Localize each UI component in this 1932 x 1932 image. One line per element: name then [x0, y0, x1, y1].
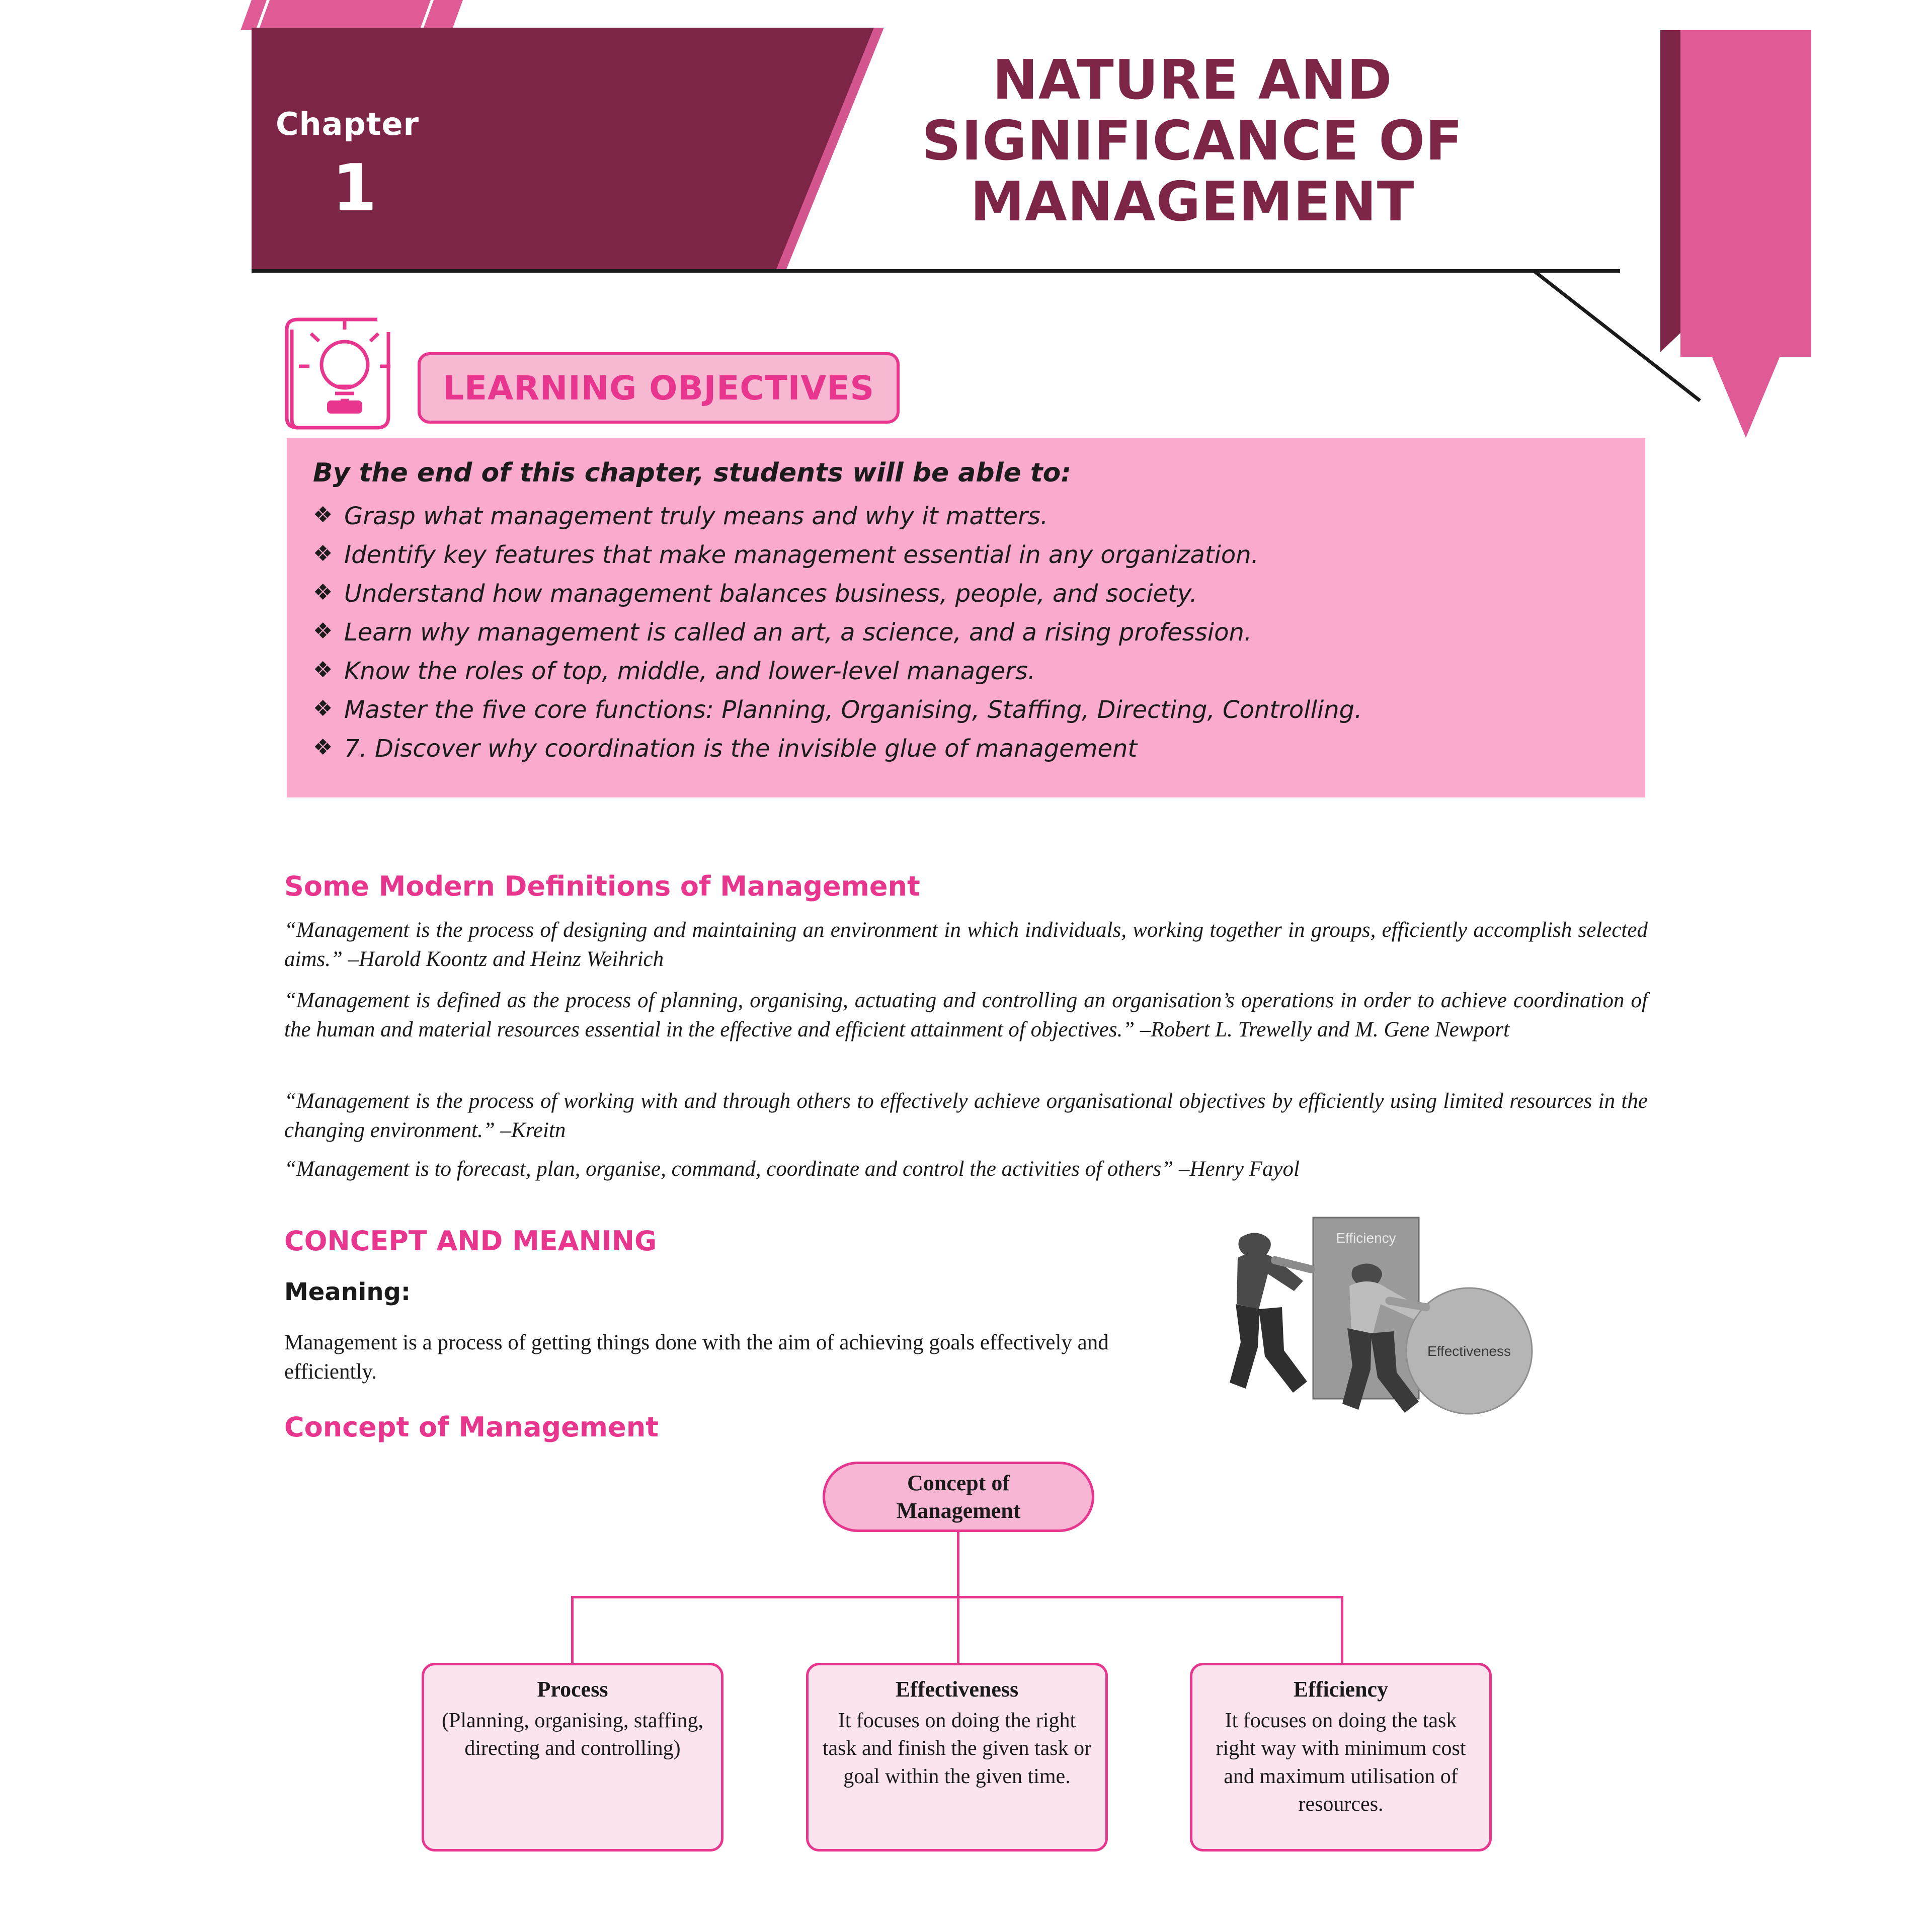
page-title: NATURE AND SIGNIFICANCE OF MANAGEMENT — [922, 49, 1463, 233]
list-item — [313, 540, 1619, 570]
flowchart-node-title: Process — [537, 1677, 608, 1702]
concept-and-meaning-heading: CONCEPT AND MEANING — [284, 1225, 657, 1257]
diamond-bullet-icon: ❖ — [313, 619, 333, 643]
chapter-label: Chapter — [276, 106, 420, 142]
header-chapter-block — [252, 28, 604, 269]
chapter-number: 1 — [332, 151, 377, 226]
chapter-header — [0, 0, 1932, 282]
flowchart-node-body: It focuses on doing the right task and finish the given task or goal within the given time. — [822, 1709, 1092, 1788]
flowchart-node-body: (Planning, organising, staffing, directing and controlling) — [442, 1709, 703, 1760]
learning-objective-text: Identify key features that make management essential in any organization. — [344, 541, 1259, 569]
flowchart-node-efficiency — [1190, 1663, 1492, 1852]
svg-text:Effectiveness: Effectiveness — [1427, 1343, 1511, 1359]
meaning-text: Management is a process of getting things done with the aim of achieving goals effectively and efficiently. — [284, 1331, 1109, 1384]
list-item — [313, 617, 1619, 648]
diamond-bullet-icon: ❖ — [313, 503, 333, 527]
learning-objectives-badge-label: LEARNING OBJECTIVES — [443, 368, 874, 408]
definition-quote-2: “Management is defined as the process of planning, organising, actuating and controlling an organisation’s operations in order to achieve coordination of the human and material resources essential in the effective and efficient attainment of objectives.” –Robert L. Trewelly and M. Gene Newport — [284, 989, 1648, 1042]
header-top-decoration-stripes — [256, 0, 445, 30]
flowchart-node-process — [422, 1663, 723, 1852]
learning-objective-text: Understand how management balances business, people, and society. — [344, 580, 1197, 608]
header-right-triangle — [1680, 282, 1811, 438]
learning-objective-text: Know the roles of top, middle, and lower-level managers. — [344, 657, 1036, 685]
concept-of-management-heading: Concept of Management — [284, 1411, 659, 1443]
flowchart-connector-branch-3 — [1341, 1596, 1343, 1664]
flowchart-connector-branch-1 — [571, 1596, 574, 1664]
list-item — [313, 656, 1619, 686]
learning-objectives-intro: By the end of this chapter, students will be able to: — [313, 458, 1072, 488]
diamond-bullet-icon: ❖ — [313, 696, 333, 721]
diamond-bullet-icon: ❖ — [313, 735, 333, 760]
flowchart-node-title: Efficiency — [1293, 1677, 1389, 1702]
learning-objective-text: 7. Discover why coordination is the invisible glue of management — [344, 735, 1138, 763]
learning-objective-text: Learn why management is called an art, a science, and a rising profession. — [344, 618, 1252, 647]
flowchart-root-node — [823, 1462, 1094, 1532]
learning-objectives-box — [287, 438, 1645, 797]
learning-objective-text: Master the five core functions: Planning, Organising, Staffing, Directing, Controlling. — [344, 696, 1362, 724]
flowchart-root-line-2: Management — [896, 1498, 1021, 1523]
header-divider-line — [252, 269, 1620, 273]
svg-text:Efficiency: Efficiency — [1336, 1230, 1396, 1246]
list-item — [313, 734, 1619, 764]
flowchart-node-title: Effectiveness — [895, 1677, 1019, 1702]
flowchart-root-line-1: Concept of — [907, 1471, 1010, 1495]
flowchart-root-label — [897, 1469, 1021, 1524]
definition-quote-3: “Management is the process of working with and through others to effectively achieve organisational objectives by efficiently using limited resources in the changing environment.” –Kreitn — [284, 1089, 1648, 1143]
diamond-bullet-icon: ❖ — [313, 580, 333, 605]
diamond-bullet-icon: ❖ — [313, 658, 333, 682]
diamond-bullet-icon: ❖ — [313, 541, 333, 566]
learning-objective-text: Grasp what management truly means and why it matters. — [344, 502, 1049, 530]
list-item — [313, 501, 1619, 531]
definitions-heading: Some Modern Definitions of Management — [284, 870, 920, 902]
lightbulb-board-icon — [272, 302, 418, 443]
flowchart-connector-vertical — [957, 1532, 959, 1597]
flowchart-node-body: It focuses on doing the task right way with minimum cost and maximum utilisation of resources. — [1216, 1709, 1466, 1816]
list-item — [313, 695, 1619, 725]
list-item — [313, 579, 1619, 609]
efficiency-effectiveness-illustration — [1187, 1208, 1620, 1429]
learning-objectives-badge — [418, 352, 900, 424]
meaning-label: Meaning: — [284, 1278, 411, 1306]
definition-quote-4: “Management is to forecast, plan, organise, command, coordinate and control the activities of others” –Henry Fayol — [284, 1157, 1300, 1181]
flowchart-connector-branch-2 — [957, 1596, 959, 1664]
definition-quote-1: “Management is the process of designing and maintaining an environment in which individuals, working together in groups, efficiently accomplish selected aims.” –Harold Koontz and Heinz Weihrich — [284, 918, 1648, 972]
flowchart-node-effectiveness — [806, 1663, 1108, 1852]
